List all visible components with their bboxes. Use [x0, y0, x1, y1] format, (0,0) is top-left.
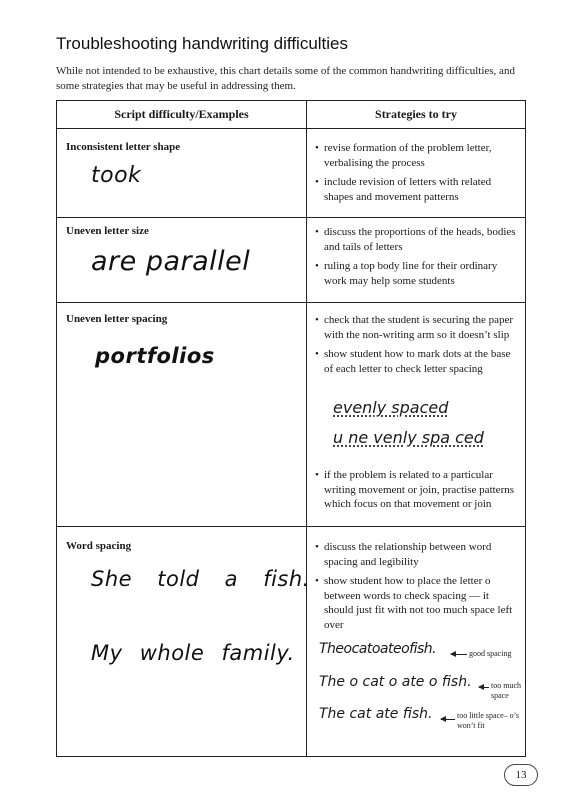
handwriting-example-portfolios: portfolios [95, 344, 215, 368]
row-title-word-spacing: Word spacing [66, 540, 132, 552]
strategy-item: • check that the student is securing the paper with the non-writing arm so it doesn’t slip [315, 313, 521, 342]
strategy-item: • show student how to place the letter o between words to check spacing — it should just fit with not too much space left over [315, 574, 521, 632]
troubleshooting-table [56, 100, 526, 757]
intro-paragraph: While not intended to be exhaustive, this chart details some of the common handwriting difficulties, and some strategies that may be useful in addressing them. [56, 65, 515, 92]
demo-good-spacing: Theocatoateofish. [319, 641, 437, 657]
row-title-letter-size: Uneven letter size [66, 225, 149, 237]
note-good-spacing: good spacing [469, 649, 512, 658]
strategies-letter-shape [315, 141, 521, 209]
strategies-letter-spacing-bottom [315, 468, 521, 517]
arrow-icon [479, 687, 489, 688]
header-script-difficulty: Script difficulty/Examples [114, 107, 249, 121]
strategy-item: • ruling a top body line for their ordinary work may help some students [315, 259, 521, 288]
handwriting-example-are-parallel: are parallel [91, 246, 251, 277]
row-divider [57, 526, 525, 527]
strategy-item: • if the problem is related to a particular writing movement or join, practise patterns which focus on that movement or join [315, 468, 521, 512]
strategy-item: • include revision of letters with related shapes and movement patterns [315, 175, 521, 204]
note-too-much-space: too much space [491, 681, 521, 700]
handwriting-example-took: took [91, 163, 142, 188]
page-number: 13 [504, 764, 538, 786]
page-title: Troubleshooting handwriting difficulties [56, 34, 349, 53]
row-divider [57, 302, 525, 303]
strategies-word-spacing [315, 540, 521, 637]
demo-too-much-space: The o cat o ate o fish. [319, 674, 472, 690]
row-title-letter-shape: Inconsistent letter shape [66, 141, 181, 153]
row-divider [57, 217, 525, 218]
handwriting-example-she-told: She told a fish. [91, 567, 310, 591]
arrow-icon [451, 654, 467, 655]
header-strategies: Strategies to try [375, 107, 457, 121]
strategies-letter-spacing-top [315, 313, 521, 381]
note-too-little-space: too little space– o’s won’t fit [457, 711, 519, 730]
strategy-item: • show student how to mark dots at the base of each letter to check letter spacing [315, 347, 521, 376]
strategy-item: • revise formation of the problem letter, verbalising the process [315, 141, 521, 170]
column-divider [306, 101, 307, 756]
handwriting-example-my-whole-family: My whole family. [91, 641, 295, 665]
demo-too-little-space: The cat ate fish. [319, 706, 433, 722]
strategy-item: • discuss the proportions of the heads, bodies and tails of letters [315, 225, 521, 254]
row-title-letter-spacing: Uneven letter spacing [66, 313, 168, 325]
demo-evenly-spaced: evenly spaced [333, 398, 449, 417]
strategy-item: • discuss the relationship between word spacing and legibility [315, 540, 521, 569]
arrow-icon [441, 719, 455, 720]
header-divider [57, 128, 525, 129]
demo-unevenly-spaced: u ne venly spa ced [333, 428, 484, 447]
strategies-letter-size [315, 225, 521, 293]
